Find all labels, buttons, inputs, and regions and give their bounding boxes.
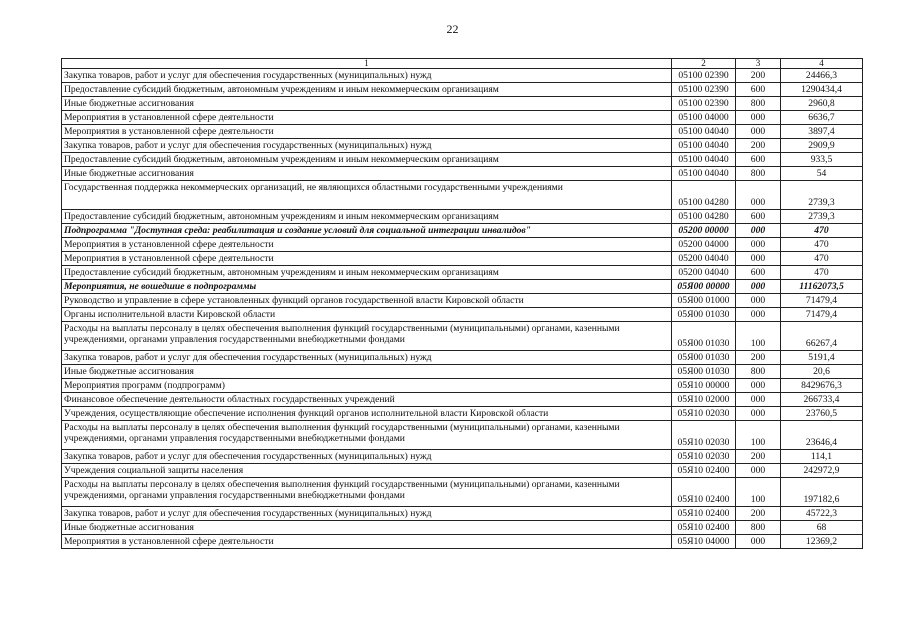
row-expense-type-cell: 000 bbox=[736, 464, 781, 478]
table-row bbox=[62, 153, 863, 167]
row-code-cell: 05Я10 02030 bbox=[672, 407, 736, 421]
row-amount-cell: 2739,3 bbox=[781, 210, 863, 224]
row-code-cell: 05Я10 02400 bbox=[672, 478, 736, 507]
row-name-cell: Иные бюджетные ассигнования bbox=[62, 365, 672, 379]
table-row bbox=[62, 507, 863, 521]
row-expense-type-cell: 200 bbox=[736, 139, 781, 153]
row-expense-type-cell: 600 bbox=[736, 153, 781, 167]
table-row bbox=[62, 125, 863, 139]
row-amount-cell: 470 bbox=[781, 238, 863, 252]
row-name-cell: Закупка товаров, работ и услуг для обеспечения государственных (муниципальных) нужд bbox=[62, 69, 672, 83]
row-code-cell: 05Я10 04000 bbox=[672, 535, 736, 549]
row-code-cell: 05100 02390 bbox=[672, 69, 736, 83]
row-name-cell: Государственная поддержка некоммерческих организаций, не являющихся областными государственными учреждениями bbox=[62, 181, 672, 210]
row-name-cell: Мероприятия в установленной сфере деятельности bbox=[62, 125, 672, 139]
row-expense-type-cell: 100 bbox=[736, 322, 781, 351]
table-row bbox=[62, 252, 863, 266]
table-row bbox=[62, 167, 863, 181]
row-amount-cell: 197182,6 bbox=[781, 478, 863, 507]
table-row bbox=[62, 450, 863, 464]
row-expense-type-cell: 100 bbox=[736, 478, 781, 507]
table-row bbox=[62, 365, 863, 379]
table-row bbox=[62, 238, 863, 252]
table-row bbox=[62, 421, 863, 450]
row-expense-type-cell: 000 bbox=[736, 111, 781, 125]
column-header-amount: 4 bbox=[781, 59, 863, 69]
row-expense-type-cell: 000 bbox=[736, 280, 781, 294]
row-name-cell: Мероприятия в установленной сфере деятельности bbox=[62, 252, 672, 266]
row-code-cell: 05Я00 01030 bbox=[672, 351, 736, 365]
row-code-cell: 05100 04040 bbox=[672, 139, 736, 153]
table-row bbox=[62, 69, 863, 83]
table-row bbox=[62, 393, 863, 407]
row-name-cell: Руководство и управление в сфере установленных функций органов государственной власти Кировской области bbox=[62, 294, 672, 308]
row-amount-cell: 68 bbox=[781, 521, 863, 535]
table-row bbox=[62, 535, 863, 549]
row-code-cell: 05Я00 01030 bbox=[672, 365, 736, 379]
table-row bbox=[62, 407, 863, 421]
page-number: 22 bbox=[446, 22, 459, 36]
row-amount-cell: 23760,5 bbox=[781, 407, 863, 421]
row-expense-type-cell: 000 bbox=[736, 308, 781, 322]
row-name-cell: Мероприятия программ (подпрограмм) bbox=[62, 379, 672, 393]
row-expense-type-cell: 000 bbox=[736, 238, 781, 252]
table-row bbox=[62, 308, 863, 322]
row-code-cell: 05Я00 00000 bbox=[672, 280, 736, 294]
row-name-cell: Мероприятия, не вошедшие в подпрограммы bbox=[62, 280, 672, 294]
row-code-cell: 05100 04040 bbox=[672, 125, 736, 139]
row-expense-type-cell: 800 bbox=[736, 167, 781, 181]
row-name-cell: Мероприятия в установленной сфере деятельности bbox=[62, 535, 672, 549]
row-code-cell: 05100 04040 bbox=[672, 153, 736, 167]
row-name-cell: Предоставление субсидий бюджетным, автономным учреждениям и иным некоммерческим организациям bbox=[62, 153, 672, 167]
table-row bbox=[62, 224, 863, 238]
row-amount-cell: 3897,4 bbox=[781, 125, 863, 139]
row-amount-cell: 470 bbox=[781, 224, 863, 238]
row-name-cell: Закупка товаров, работ и услуг для обеспечения государственных (муниципальных) нужд bbox=[62, 351, 672, 365]
row-expense-type-cell: 800 bbox=[736, 97, 781, 111]
table-row bbox=[62, 521, 863, 535]
row-amount-cell: 470 bbox=[781, 252, 863, 266]
row-amount-cell: 71479,4 bbox=[781, 308, 863, 322]
row-name-cell: Расходы на выплаты персоналу в целях обеспечения выполнения функций государственными (муниципальными) органами, казенными учреждениями, органами управления государственными внебюджетными фондами bbox=[62, 421, 672, 450]
row-code-cell: 05100 02390 bbox=[672, 83, 736, 97]
row-code-cell: 05200 04040 bbox=[672, 266, 736, 280]
row-name-cell: Предоставление субсидий бюджетным, автономным учреждениям и иным некоммерческим организациям bbox=[62, 83, 672, 97]
table-row bbox=[62, 351, 863, 365]
row-name-cell: Мероприятия в установленной сфере деятельности bbox=[62, 238, 672, 252]
row-name-cell: Закупка товаров, работ и услуг для обеспечения государственных (муниципальных) нужд bbox=[62, 507, 672, 521]
row-code-cell: 05Я10 00000 bbox=[672, 379, 736, 393]
row-expense-type-cell: 000 bbox=[736, 294, 781, 308]
row-code-cell: 05200 04040 bbox=[672, 252, 736, 266]
table-header-row bbox=[62, 59, 863, 69]
row-code-cell: 05200 04000 bbox=[672, 238, 736, 252]
budget-table bbox=[61, 58, 863, 549]
row-name-cell: Расходы на выплаты персоналу в целях обеспечения выполнения функций государственными (муниципальными) органами, казенными учреждениями, органами управления государственными внебюджетными фондами bbox=[62, 478, 672, 507]
row-expense-type-cell: 000 bbox=[736, 393, 781, 407]
row-amount-cell: 2739,3 bbox=[781, 181, 863, 210]
table-row bbox=[62, 210, 863, 224]
row-name-cell: Мероприятия в установленной сфере деятельности bbox=[62, 111, 672, 125]
row-expense-type-cell: 200 bbox=[736, 69, 781, 83]
row-name-cell: Подпрограмма "Доступная среда: реабилитация и создание условий для социальной интеграции инвалидов" bbox=[62, 224, 672, 238]
row-code-cell: 05Я00 01030 bbox=[672, 322, 736, 351]
row-expense-type-cell: 800 bbox=[736, 365, 781, 379]
table-row bbox=[62, 464, 863, 478]
row-expense-type-cell: 000 bbox=[736, 535, 781, 549]
table-row bbox=[62, 97, 863, 111]
row-code-cell: 05Я10 02030 bbox=[672, 421, 736, 450]
column-header-code: 2 bbox=[672, 59, 736, 69]
row-name-cell: Органы исполнительной власти Кировской области bbox=[62, 308, 672, 322]
row-amount-cell: 2960,8 bbox=[781, 97, 863, 111]
row-name-cell: Предоставление субсидий бюджетным, автономным учреждениям и иным некоммерческим организациям bbox=[62, 210, 672, 224]
row-code-cell: 05200 00000 bbox=[672, 224, 736, 238]
row-expense-type-cell: 600 bbox=[736, 266, 781, 280]
row-name-cell: Иные бюджетные ассигнования bbox=[62, 167, 672, 181]
row-name-cell: Иные бюджетные ассигнования bbox=[62, 97, 672, 111]
row-code-cell: 05Я10 02000 bbox=[672, 393, 736, 407]
row-amount-cell: 23646,4 bbox=[781, 421, 863, 450]
row-amount-cell: 933,5 bbox=[781, 153, 863, 167]
table-row bbox=[62, 83, 863, 97]
row-code-cell: 05Я00 01030 bbox=[672, 308, 736, 322]
row-amount-cell: 66267,4 bbox=[781, 322, 863, 351]
row-expense-type-cell: 100 bbox=[736, 421, 781, 450]
row-name-cell: Иные бюджетные ассигнования bbox=[62, 521, 672, 535]
row-amount-cell: 8429676,3 bbox=[781, 379, 863, 393]
table-row bbox=[62, 266, 863, 280]
row-amount-cell: 24466,3 bbox=[781, 69, 863, 83]
row-code-cell: 05Я10 02400 bbox=[672, 464, 736, 478]
table-row bbox=[62, 280, 863, 294]
row-name-cell: Закупка товаров, работ и услуг для обеспечения государственных (муниципальных) нужд bbox=[62, 450, 672, 464]
row-name-cell: Предоставление субсидий бюджетным, автономным учреждениям и иным некоммерческим организациям bbox=[62, 266, 672, 280]
row-expense-type-cell: 600 bbox=[736, 210, 781, 224]
row-expense-type-cell: 800 bbox=[736, 521, 781, 535]
row-amount-cell: 12369,2 bbox=[781, 535, 863, 549]
row-code-cell: 05100 04040 bbox=[672, 167, 736, 181]
row-amount-cell: 2909,9 bbox=[781, 139, 863, 153]
table-row bbox=[62, 322, 863, 351]
row-expense-type-cell: 600 bbox=[736, 83, 781, 97]
column-header-name: 1 bbox=[62, 59, 672, 69]
row-expense-type-cell: 000 bbox=[736, 224, 781, 238]
row-code-cell: 05100 04280 bbox=[672, 210, 736, 224]
row-name-cell: Учреждения социальной защиты населения bbox=[62, 464, 672, 478]
row-amount-cell: 71479,4 bbox=[781, 294, 863, 308]
row-amount-cell: 114,1 bbox=[781, 450, 863, 464]
row-code-cell: 05Я10 02400 bbox=[672, 521, 736, 535]
row-name-cell: Учреждения, осуществляющие обеспечение исполнения функций органов исполнительной власти Кировской области bbox=[62, 407, 672, 421]
row-amount-cell: 242972,9 bbox=[781, 464, 863, 478]
column-header-expense-type: 3 bbox=[736, 59, 781, 69]
table-row bbox=[62, 294, 863, 308]
row-amount-cell: 5191,4 bbox=[781, 351, 863, 365]
table-row bbox=[62, 111, 863, 125]
row-expense-type-cell: 200 bbox=[736, 450, 781, 464]
table-row bbox=[62, 139, 863, 153]
row-expense-type-cell: 200 bbox=[736, 351, 781, 365]
row-expense-type-cell: 000 bbox=[736, 407, 781, 421]
row-expense-type-cell: 000 bbox=[736, 252, 781, 266]
row-code-cell: 05Я10 02030 bbox=[672, 450, 736, 464]
row-amount-cell: 6636,7 bbox=[781, 111, 863, 125]
row-expense-type-cell: 000 bbox=[736, 181, 781, 210]
row-expense-type-cell: 200 bbox=[736, 507, 781, 521]
row-amount-cell: 45722,3 bbox=[781, 507, 863, 521]
row-amount-cell: 1290434,4 bbox=[781, 83, 863, 97]
row-code-cell: 05Я00 01000 bbox=[672, 294, 736, 308]
row-name-cell: Закупка товаров, работ и услуг для обеспечения государственных (муниципальных) нужд bbox=[62, 139, 672, 153]
table-row bbox=[62, 181, 863, 210]
row-amount-cell: 20,6 bbox=[781, 365, 863, 379]
row-amount-cell: 54 bbox=[781, 167, 863, 181]
row-code-cell: 05100 04000 bbox=[672, 111, 736, 125]
row-name-cell: Финансовое обеспечение деятельности областных государственных учреждений bbox=[62, 393, 672, 407]
row-code-cell: 05100 04280 bbox=[672, 181, 736, 210]
row-expense-type-cell: 000 bbox=[736, 379, 781, 393]
row-amount-cell: 11162073,5 bbox=[781, 280, 863, 294]
row-code-cell: 05Я10 02400 bbox=[672, 507, 736, 521]
table-row bbox=[62, 379, 863, 393]
row-amount-cell: 470 bbox=[781, 266, 863, 280]
row-name-cell: Расходы на выплаты персоналу в целях обеспечения выполнения функций государственными (муниципальными) органами, казенными учреждениями, органами управления государственными внебюджетными фондами bbox=[62, 322, 672, 351]
row-expense-type-cell: 000 bbox=[736, 125, 781, 139]
table-row bbox=[62, 478, 863, 507]
row-amount-cell: 266733,4 bbox=[781, 393, 863, 407]
row-code-cell: 05100 02390 bbox=[672, 97, 736, 111]
